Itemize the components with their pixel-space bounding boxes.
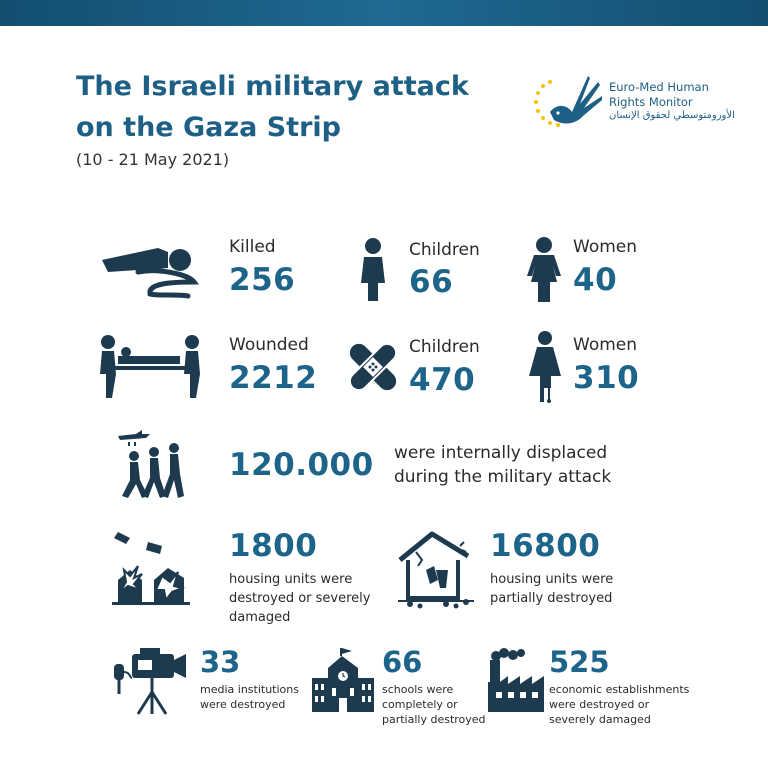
housing-partial-value: 16800 [490, 528, 601, 564]
media-description: media institutions were destroyed [200, 683, 299, 711]
wounded-women-label: Women [573, 335, 638, 355]
economic-value: 525 [549, 645, 610, 679]
housing-destroyed-description: housing units were destroyed or severely damaged [229, 572, 371, 625]
killed-person-icon [98, 238, 204, 300]
bandage-icon [348, 342, 398, 392]
killed-value: 256 [229, 262, 296, 298]
injured-woman-icon [528, 330, 562, 404]
bombed-houses-icon [110, 530, 192, 606]
killed-label: Killed [229, 237, 276, 257]
media-camera-icon [114, 648, 188, 716]
wounded-women-value: 310 [573, 360, 640, 396]
wounded-children-value: 470 [409, 362, 476, 398]
damaged-house-icon [396, 530, 476, 610]
killed-women-value: 40 [573, 262, 618, 298]
school-icon [312, 648, 374, 714]
killed-women-label: Women [573, 237, 638, 257]
housing-destroyed-value: 1800 [229, 528, 318, 564]
logo-arabic-text: الأورومتوسطي لحقوق الإنسان [609, 110, 735, 121]
stretcher-icon [96, 334, 206, 398]
wounded-value: 2212 [229, 360, 318, 396]
logo-text: Euro-Med Human Rights Monitor [609, 80, 709, 109]
top-banner [0, 0, 768, 26]
displaced-description: were internally displaced during the military attack [394, 443, 612, 487]
wounded-children-label: Children [409, 337, 480, 357]
killed-children-label: Children [409, 240, 480, 260]
logo-icon [528, 72, 604, 138]
displaced-people-icon [114, 430, 186, 500]
wounded-label: Wounded [229, 335, 309, 355]
page-title: The Israeli military attack on the Gaza Strip [76, 71, 469, 143]
displaced-value: 120.000 [229, 447, 374, 483]
child-icon [360, 237, 386, 301]
date-range: (10 - 21 May 2021) [76, 150, 230, 169]
factory-icon [486, 648, 546, 714]
schools-value: 66 [382, 645, 423, 679]
schools-description: schools were completely or partially destroyed [382, 683, 486, 726]
killed-children-value: 66 [409, 264, 454, 300]
woman-icon [526, 236, 562, 302]
media-value: 33 [200, 645, 241, 679]
housing-partial-description: housing units were partially destroyed [490, 572, 614, 606]
economic-description: economic establishments were destroyed or severely damaged [549, 683, 690, 726]
